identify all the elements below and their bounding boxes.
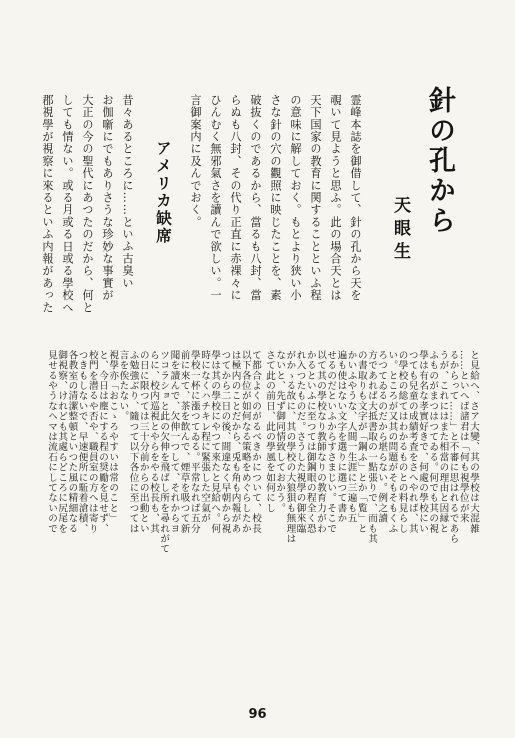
text-column: 時になくハチキレ程に緊張した空氣が [199, 350, 210, 524]
article-title: 針の孔から [424, 86, 455, 236]
page-number: 96 [248, 707, 267, 722]
text-column: らに、校内巡視とやらをやる校長も、其 [148, 350, 159, 534]
text-column: さな針の穴の觀照に映じたことを、素 [269, 94, 282, 302]
text-column: 言を俟たない。 [117, 350, 129, 422]
text-column: お伽噺にでもありさうな珍妙な事實が [101, 94, 114, 302]
text-column: さて此の前日、此の學風を如何にし [264, 350, 275, 514]
text-column: うが、これにはまた相當の理由と因縁と [437, 350, 449, 534]
text-column: は極内のことだから、兎も角も内報があ [229, 350, 241, 534]
text-column: の日に限つては三十分前からの出動とい [137, 350, 149, 534]
text-column: ひんむく無邪氣さを讀んで欲しい。一 [209, 94, 222, 302]
text-column: かるといふに至つては御鋼眼の程全く恐 [304, 350, 316, 534]
text-column: 言御案内に及んでおく。 [189, 94, 202, 229]
text-column: 見せるやうなヘマは流石にしてないので [46, 350, 57, 534]
text-column: と、今日は塵にする程の奨勵を見せず、 [97, 350, 108, 534]
text-column: ……といへば諸君は「何も視學位が来 [457, 350, 469, 524]
text-column: 校門を潜るや否や、職員室の方へは寄り [86, 350, 98, 534]
text-column: 霊峰本誌を御借して、針の孔から天を [349, 94, 362, 302]
text-column: 破抜くのであるから、當るも八封、當 [249, 94, 262, 302]
text-column: 學は有名な孝實好きで、何處の學校にい [417, 350, 428, 534]
text-column: つても兒童の成績考査をさへやれば、其 [406, 350, 418, 534]
text-column: ふ勉強ぶり、隨つて以下各位に至つては [127, 350, 139, 534]
text-column: 學校一杯に漲つてゐる。平常なれば五分 [188, 350, 200, 534]
text-column: 以て其の學校なり教師なりの教育力がわ [315, 350, 326, 534]
text-column: の學校の総てはわかるものとの料見らし [396, 350, 408, 534]
text-column: い。ところが又其の問題がそもそもくふ [386, 350, 398, 534]
text-column: ないと、先ず御同情致しておかう。 [274, 350, 286, 514]
text-column: 各教室の清潔整頓といつた風の精細なる [66, 350, 78, 534]
text-column: 學は其の學校にやつて來たと見給へ。何 [209, 350, 221, 534]
text-column: らぬも八封、その代り正直に赤裸々に [229, 94, 242, 302]
text-column: の書取りも文字が「鋼ふ」とか「覧」と [355, 350, 367, 534]
text-column: 覗いて見ようと思ふ。此の場合天とは [329, 94, 342, 302]
text-column: 以下各位が如何なる策略をめぐらしたか [239, 350, 251, 534]
text-column: の意味に解しておく。もとより狭い小 [289, 94, 302, 302]
text-column: 郡視學が視察に來るといふ内報があった [41, 94, 54, 314]
text-column: しても情ない。或る月或る日或る學校へ [61, 94, 74, 314]
text-column: ふものがまつはつてゐる。何でも其の視 [427, 350, 439, 534]
text-column: 方であれば大抵書取の一點張りで、而も其 [366, 350, 377, 544]
text-column: 天下国家の教育に関することといふ程 [309, 94, 322, 302]
text-column: ツコラショと此の欠伸を飛ばし所を尋れがて [158, 350, 170, 554]
text-column: て都合よくのがるべきかについて、校長 [250, 350, 261, 534]
section-heading: アメリカ缺席 [154, 140, 173, 245]
text-column: 遍も使はない文字を選りに選つて書か [335, 350, 347, 524]
text-column: と見給へ、さア大變、其の學校は大混雑 [468, 350, 479, 534]
text-column: 聞を讀んで、欠伸一つして、それからヨ [168, 350, 180, 534]
text-column: 視學亦「おこゝろやすいは常のこと」 [107, 350, 119, 524]
text-column: せるのだといふからすさまじい。そこで [325, 350, 337, 534]
text-column: 大正の今の聖代にあつたのだから、何と [81, 94, 94, 314]
text-column: ろつてゐるのだから堪らない。例之讀 [376, 350, 388, 524]
article-author: 天 眼 生 [390, 196, 410, 259]
text-column: がかゝる故に、其の學校の大狼狽も無理は [284, 350, 296, 544]
text-column: るからって……」と不審に思はれるであら [447, 350, 459, 544]
text-column: れ入つたものだ。さうした視學の御來臨 [294, 350, 306, 534]
text-column: 昔々あるところに……といふ古臭い [121, 94, 134, 290]
text-column: かいふやうな、人間一生涯に三遍も五 [345, 350, 357, 524]
text-column: 前に來て、茶を飲んで、煙草を吸つて新 [178, 350, 190, 534]
text-column: 御視察、けれども其處らどころに尻尾を [56, 350, 68, 534]
text-column: つてから二日の後、間違なく早朝から視 [219, 350, 231, 534]
block-divider [36, 340, 482, 341]
text-column: つきもしないで、早速便所に駈着滄積、 [76, 350, 88, 534]
